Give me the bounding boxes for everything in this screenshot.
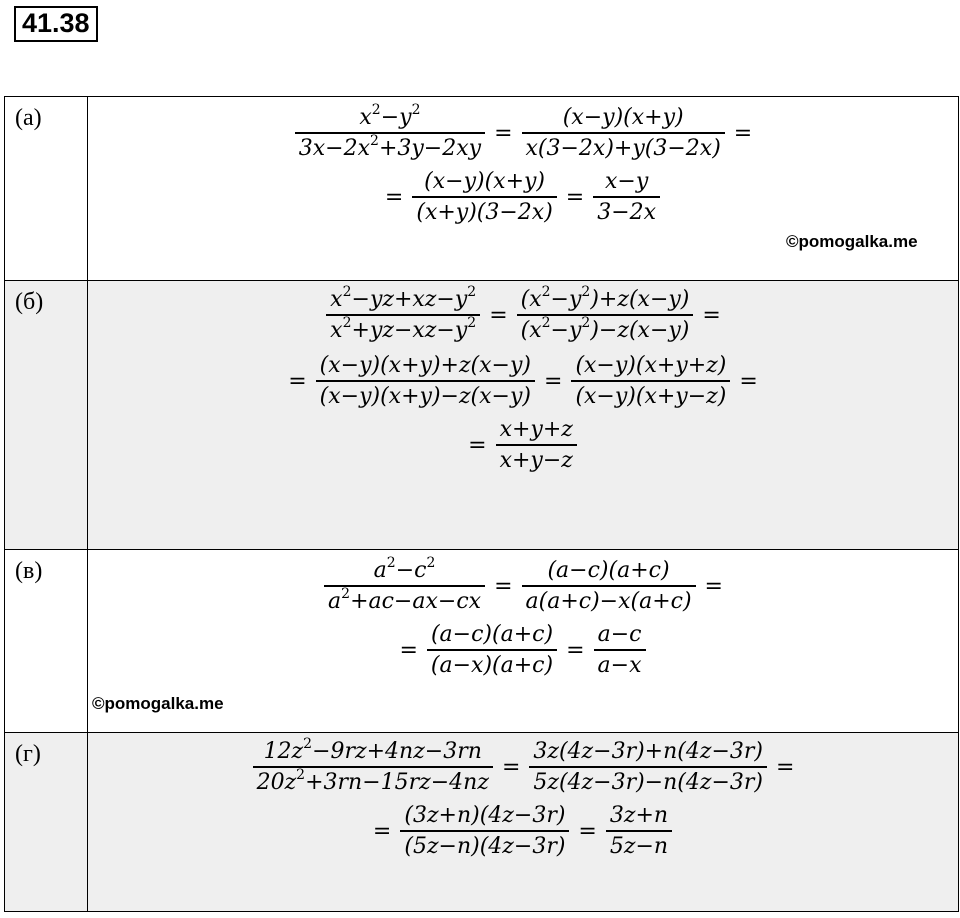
leading-equals: = xyxy=(372,818,392,844)
denominator: a−x xyxy=(594,649,646,678)
denominator: $20z^2+3rn-15rz-4nz$ xyxy=(253,766,493,795)
row-b xyxy=(5,281,959,550)
fraction xyxy=(517,284,694,343)
denominator: $3x-2x^2+3y-2xy$ xyxy=(295,132,485,161)
fraction xyxy=(571,353,730,409)
leading-equals: = xyxy=(384,184,404,210)
denominator: (x−y)(x+y)−z(x−y) xyxy=(316,380,535,409)
denominator: (x+y)(3−2x) xyxy=(412,196,556,225)
numerator: (3z+n)(4z−3r) xyxy=(404,803,566,828)
row-math xyxy=(88,733,959,912)
equation-line xyxy=(88,102,958,161)
fraction xyxy=(522,558,696,614)
denominator: 5z(4z−3r)−n(4z−3r) xyxy=(529,766,767,795)
fraction xyxy=(295,102,485,161)
denominator: (x−y)(x+y−z) xyxy=(571,380,730,409)
trailing-equals: = xyxy=(733,120,753,146)
fraction xyxy=(496,417,577,473)
fraction xyxy=(606,803,672,859)
equals-sign: = xyxy=(566,637,585,663)
numerator: (x−y)(x+y)+z(x−y) xyxy=(319,353,531,378)
numerator: $x^2-y^2$ xyxy=(359,102,421,130)
equation-line xyxy=(88,417,958,473)
numerator: $x^2-yz+xz-y^2$ xyxy=(330,284,477,312)
fraction xyxy=(522,105,725,161)
leading-equals: = xyxy=(468,432,487,458)
denominator: 5z−n xyxy=(606,830,672,859)
fraction xyxy=(326,284,480,343)
row-math xyxy=(88,550,959,733)
row-math xyxy=(88,281,959,550)
denominator: $x^2+yz-xz-y^2$ xyxy=(326,314,480,343)
numerator: 3z(4z−3r)+n(4z−3r) xyxy=(533,739,763,764)
numerator: $12z^2-9rz+4nz-3rn$ xyxy=(263,736,482,764)
fraction xyxy=(594,622,646,678)
fraction xyxy=(316,353,535,409)
numerator: (x−y)(x+y) xyxy=(424,169,546,194)
solution-table xyxy=(4,96,959,912)
fraction xyxy=(400,803,569,859)
equation-line xyxy=(88,622,958,678)
fraction xyxy=(253,736,493,795)
watermark-text: ©pomogalka.me xyxy=(786,232,918,251)
numerator: (a−c)(a+c) xyxy=(430,622,554,647)
denominator: x(3−2x)+y(3−2x) xyxy=(522,132,725,161)
trailing-equals: = xyxy=(739,368,758,394)
denominator: x+y−z xyxy=(496,444,577,473)
watermark-text: ©pomogalka.me xyxy=(92,694,224,713)
fraction xyxy=(593,169,660,225)
fraction xyxy=(412,169,556,225)
row-g xyxy=(5,733,959,912)
denominator: a(a+c)−x(a+c) xyxy=(522,585,696,614)
equation-line xyxy=(88,736,958,795)
equals-sign: = xyxy=(544,368,563,394)
equals-sign: = xyxy=(494,120,513,146)
leading-equals: = xyxy=(399,637,418,663)
denominator: $(x^2-y^2)-z(x-y)$ xyxy=(517,314,694,343)
trailing-equals: = xyxy=(702,302,721,328)
numerator: (a−c)(a+c) xyxy=(547,558,670,583)
row-a xyxy=(5,97,959,281)
fraction xyxy=(324,555,485,614)
problem-number: 41.38 xyxy=(14,6,98,42)
denominator: 3−2x xyxy=(593,196,660,225)
numerator: 3z+n xyxy=(609,803,669,828)
denominator: $a^2+ac-ax-cx$ xyxy=(324,585,485,614)
equals-sign: = xyxy=(578,818,597,844)
equation-line xyxy=(88,803,958,859)
row-label: (г) xyxy=(5,733,88,912)
leading-equals: = xyxy=(288,368,307,394)
numerator: $(x^2-y^2)+z(x-y)$ xyxy=(520,284,690,312)
row-v xyxy=(5,550,959,733)
equals-sign: = xyxy=(494,573,513,599)
equation-line xyxy=(88,169,958,225)
numerator: x−y xyxy=(605,169,649,194)
row-label: (б) xyxy=(5,281,88,550)
row-label: (а) xyxy=(5,97,88,281)
fraction xyxy=(427,622,557,678)
equals-sign: = xyxy=(489,302,508,328)
trailing-equals: = xyxy=(704,573,723,599)
equals-sign: = xyxy=(565,184,585,210)
numerator: (x−y)(x+y+z) xyxy=(575,353,727,378)
fraction xyxy=(529,739,767,795)
row-label: (в) xyxy=(5,550,88,733)
numerator: (x−y)(x+y) xyxy=(562,105,684,130)
row-math xyxy=(88,97,959,281)
trailing-equals: = xyxy=(775,754,795,780)
numerator: x+y+z xyxy=(499,417,573,442)
denominator: (a−x)(a+c) xyxy=(427,649,557,678)
equation-line xyxy=(88,555,958,614)
equation-line xyxy=(88,284,958,343)
numerator: $a^2-c^2$ xyxy=(373,555,436,583)
equals-sign: = xyxy=(501,754,521,780)
denominator: (5z−n)(4z−3r) xyxy=(400,830,569,859)
equation-line xyxy=(88,353,958,409)
numerator: a−c xyxy=(597,622,642,647)
